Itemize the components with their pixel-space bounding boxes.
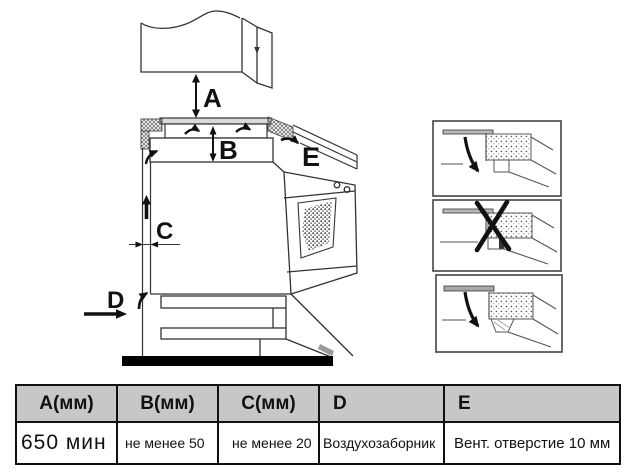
header-a: А(мм) <box>16 385 117 422</box>
cooktop <box>141 117 293 162</box>
value-e: Вент. отверстие 10 мм <box>444 422 620 464</box>
airflow-arrow-e-icon <box>281 139 298 143</box>
table-value-row <box>16 422 620 464</box>
header-c: С(мм) <box>218 385 319 422</box>
dimension-a-arrow <box>192 74 200 118</box>
base-cabinet <box>151 162 358 357</box>
label-c: C <box>156 218 174 245</box>
detail-panel-correct-bottom <box>436 275 562 352</box>
header-d: D <box>319 385 444 422</box>
upper-cabinet <box>141 11 272 88</box>
floor-line <box>122 356 333 366</box>
label-b: B <box>219 135 238 165</box>
label-d: D <box>107 287 125 314</box>
value-b: не менее 50 <box>117 422 218 464</box>
header-b: В(мм) <box>117 385 218 422</box>
detail-panel-correct-top <box>433 121 561 196</box>
label-a: A <box>203 83 222 113</box>
floor-shadow <box>318 344 334 356</box>
header-e: E <box>444 385 620 422</box>
value-c: не менее 20 <box>218 422 319 464</box>
detail-panel-incorrect <box>433 200 561 271</box>
up-arrow-icon <box>142 195 151 205</box>
dimensions-table <box>15 384 621 465</box>
value-a: 650 мин <box>16 422 117 464</box>
value-d: Воздухозаборник <box>319 422 444 464</box>
seal-hatch-left <box>141 119 162 131</box>
table-header-row <box>16 385 620 422</box>
label-e: E <box>302 142 321 172</box>
panel-tick-arrow <box>254 47 260 54</box>
seal-hatch-left-strip <box>141 131 149 149</box>
